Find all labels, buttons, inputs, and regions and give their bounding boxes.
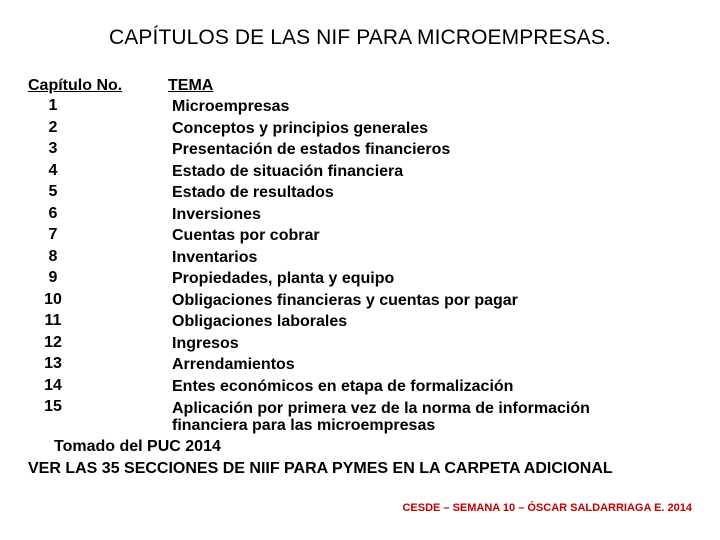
chapter-row	[0, 355, 720, 377]
chapter-row	[0, 334, 720, 356]
chapter-topic: Microempresas	[172, 98, 290, 115]
chapter-row	[0, 97, 720, 119]
chapter-row	[0, 377, 720, 399]
chapter-row	[0, 140, 720, 162]
chapter-number: 13	[44, 355, 62, 372]
chapter-row	[0, 291, 720, 313]
chapter-number: 6	[48, 204, 58, 222]
chapter-row	[0, 269, 720, 291]
chapter-topic: Arrendamientos	[172, 356, 295, 373]
chapter-number: 3	[48, 140, 58, 157]
chapter-topic: Presentación de estados financieros	[172, 141, 451, 158]
chapter-number: 1	[48, 97, 58, 114]
chapter-row	[0, 312, 720, 334]
chapter-topic: Inventarios	[172, 248, 258, 266]
chapter-row	[0, 226, 720, 248]
chapter-topic: Entes económicos en etapa de formalización	[172, 377, 514, 395]
chapter-topic: Propiedades, planta y equipo	[172, 270, 395, 287]
footer-credit: CESDE – SEMANA 10 – ÓSCAR SALDARRIAGA E. 2014	[402, 502, 692, 514]
chapter-topic: Cuentas por cobrar	[172, 227, 320, 244]
chapter-number: 5	[48, 183, 58, 200]
column-header-topic: TEMA	[168, 77, 214, 94]
chapter-row	[0, 183, 720, 205]
chapter-number: 4	[48, 161, 58, 179]
chapter-number: 12	[44, 333, 62, 351]
chapter-topic: Estado de situación financiera	[172, 162, 404, 180]
chapter-topic: Estado de resultados	[172, 184, 334, 201]
chapter-topic: Conceptos y principios generales	[172, 119, 429, 137]
page-title: CAPÍTULOS DE LAS NIF PARA MICROEMPRESAS.	[109, 26, 611, 49]
source-note: Tomado del PUC 2014	[54, 438, 221, 455]
chapter-topic: Aplicación por primera vez de la norma de información financiera para las microempresas	[172, 400, 590, 434]
chapter-list	[0, 97, 720, 434]
chapter-number: 15	[44, 398, 62, 415]
chapter-topic: Obligaciones financieras y cuentas por pagar	[172, 291, 518, 309]
chapter-number: 10	[44, 290, 62, 308]
chapter-number: 11	[44, 312, 62, 329]
chapter-row	[0, 162, 720, 184]
additional-folder-note: VER LAS 35 SECCIONES DE NIIF PARA PYMES EN LA CARPETA ADICIONAL	[28, 460, 613, 477]
chapter-row	[0, 205, 720, 227]
chapter-number: 9	[48, 269, 58, 286]
chapter-row	[0, 398, 720, 434]
chapter-number: 2	[48, 118, 58, 136]
chapter-row	[0, 248, 720, 270]
chapter-row	[0, 119, 720, 141]
chapter-number: 8	[48, 247, 58, 265]
chapter-topic: Obligaciones laborales	[172, 313, 348, 330]
chapter-topic: Inversiones	[172, 205, 261, 223]
chapter-number: 14	[44, 376, 62, 394]
chapter-topic: Ingresos	[172, 334, 239, 352]
chapter-number: 7	[48, 226, 58, 243]
column-header-chapter-number: Capítulo No.	[28, 77, 123, 94]
